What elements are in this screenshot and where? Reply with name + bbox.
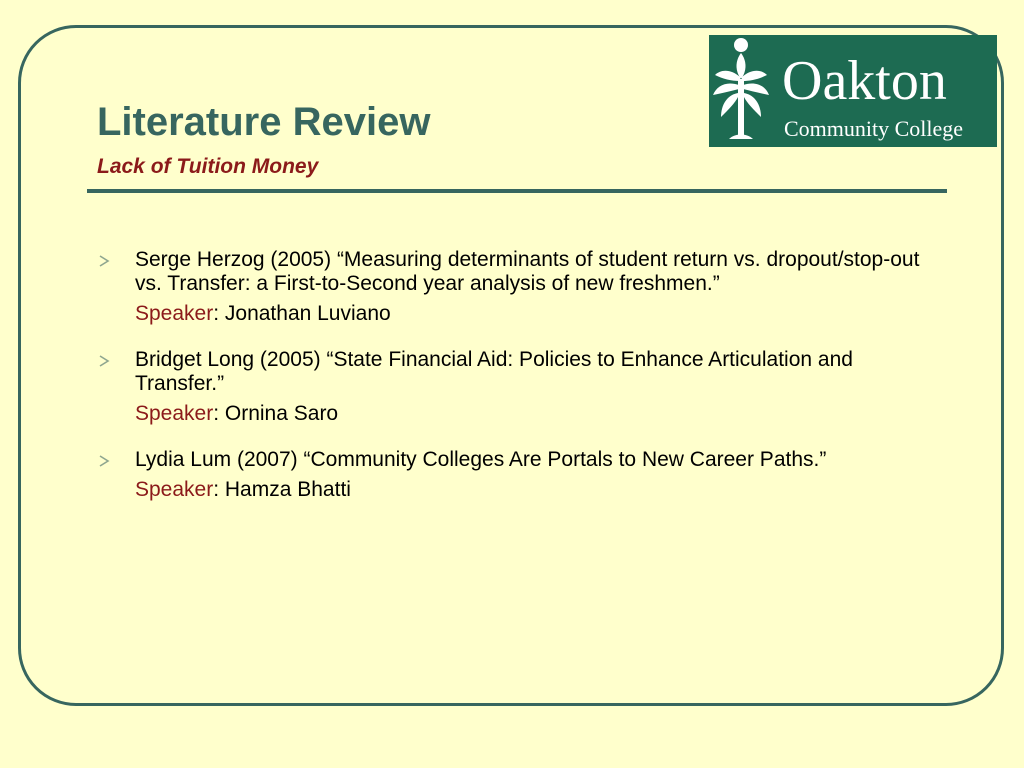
college-logo [709,35,997,147]
oakton-logo-mark [709,35,997,147]
arrow-bullet-icon [98,355,110,367]
speaker-name: : Hamza Bhatti [213,478,351,501]
speaker-line [135,402,925,426]
speaker-line [135,302,925,326]
slide-subtitle: Lack of Tuition Money [97,155,319,178]
speaker-name: : Ornina Saro [213,402,339,425]
speaker-label: Speaker [135,402,214,425]
speaker-label: Speaker [135,302,214,325]
logo-wordmark: Oakton [782,50,947,112]
arrow-bullet-icon [98,255,110,267]
arrow-bullet-icon [98,455,110,467]
list-item [95,348,925,426]
citation-text: Bridget Long (2005) “State Financial Aid: Policies to Enhance Articulation and Transfer.” [135,348,853,395]
speaker-name: : Jonathan Luviano [213,302,391,325]
citation-text: Serge Herzog (2005) “Measuring determinants of student return vs. dropout/stop-out vs. Transfer: a First-to-Second year analysis of new freshmen.” [135,248,920,295]
title-divider [87,189,947,193]
logo-tagline: Community College [784,116,964,141]
oak-leaf-icon [713,38,769,139]
list-item [95,448,925,502]
speaker-line [135,478,925,502]
slide-title: Literature Review [97,100,431,144]
literature-list [95,248,925,524]
citation-text: Lydia Lum (2007) “Community Colleges Are Portals to New Career Paths.” [135,448,827,471]
list-item [95,248,925,326]
speaker-label: Speaker [135,478,214,501]
